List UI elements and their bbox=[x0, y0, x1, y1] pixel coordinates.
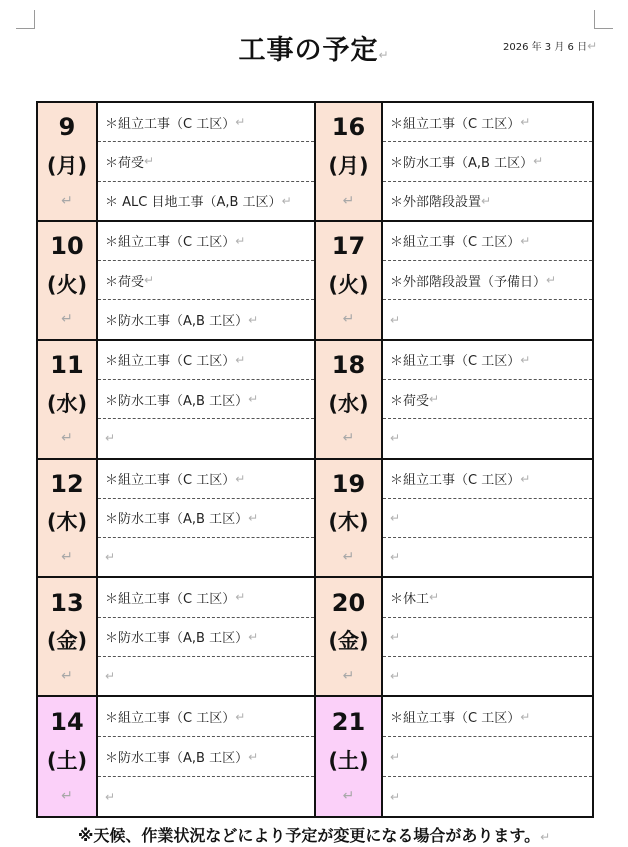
paragraph-mark-icon: ↵ bbox=[61, 192, 73, 209]
paragraph-mark-icon: ↵ bbox=[248, 510, 259, 525]
paragraph-mark-icon: ↵ bbox=[248, 312, 259, 327]
task-line[interactable] bbox=[383, 697, 592, 737]
paragraph-mark-icon: ↵ bbox=[235, 233, 246, 248]
day-of-week: (水) bbox=[328, 391, 369, 416]
day-cell-left bbox=[38, 697, 98, 816]
day-cell-left bbox=[38, 341, 98, 460]
task-line[interactable] bbox=[98, 460, 314, 499]
paragraph-mark-icon: ↵ bbox=[481, 193, 492, 208]
task-text: ＊休工 bbox=[390, 591, 430, 607]
day-of-week: (水) bbox=[46, 391, 88, 416]
paragraph-mark-icon: ↵ bbox=[61, 549, 73, 566]
day-of-week: (月) bbox=[328, 153, 369, 178]
paragraph-mark-icon: ↵ bbox=[235, 471, 246, 486]
day-cell-right bbox=[316, 341, 383, 460]
paragraph-mark-icon: ↵ bbox=[429, 590, 440, 605]
task-line[interactable] bbox=[98, 578, 314, 617]
task-line[interactable] bbox=[98, 419, 314, 457]
task-text: ＊防水工事（A,B 工区） bbox=[105, 512, 249, 528]
task-text: ＊組立工事（C 工区） bbox=[105, 591, 236, 607]
paragraph-mark-icon: ↵ bbox=[520, 115, 531, 130]
task-text: ＊組立工事（C 工区） bbox=[390, 116, 521, 132]
footer-note-text: ※天候、作業状況などにより予定が変更になる場合があります。 bbox=[77, 826, 541, 845]
task-line[interactable] bbox=[383, 380, 592, 419]
paragraph-mark-icon: ↵ bbox=[61, 311, 73, 328]
task-line[interactable] bbox=[98, 657, 314, 695]
day-number: 14 bbox=[50, 707, 84, 736]
task-line[interactable] bbox=[383, 578, 592, 617]
task-line[interactable] bbox=[383, 182, 592, 220]
task-text: ＊組立工事（C 工区） bbox=[390, 473, 521, 489]
day-number: 16 bbox=[331, 113, 366, 142]
paragraph-mark-icon: ↵ bbox=[587, 39, 598, 53]
task-text: ＊荷受 bbox=[105, 274, 145, 290]
task-text: ＊外部階段設置 bbox=[390, 195, 482, 211]
day-number: 9 bbox=[58, 113, 76, 142]
task-text: ＊防水工事（A,B 工区） bbox=[105, 631, 249, 647]
paragraph-mark-icon: ↵ bbox=[144, 273, 155, 288]
day-cell-right bbox=[316, 578, 383, 697]
day-cell-right bbox=[316, 103, 383, 222]
task-line[interactable] bbox=[383, 538, 592, 576]
paragraph-mark-icon: ↵ bbox=[235, 590, 246, 605]
task-text: ＊組立工事（C 工区） bbox=[390, 235, 521, 251]
task-text: ＊防水工事（A,B 工区） bbox=[390, 155, 534, 171]
paragraph-mark-icon: ↵ bbox=[342, 667, 355, 684]
paragraph-mark-icon: ↵ bbox=[105, 669, 116, 684]
task-line[interactable] bbox=[383, 142, 592, 181]
task-line[interactable] bbox=[383, 300, 592, 338]
paragraph-mark-icon: ↵ bbox=[390, 669, 401, 684]
paragraph-mark-icon: ↵ bbox=[378, 48, 390, 62]
paragraph-mark-icon: ↵ bbox=[520, 471, 531, 486]
task-list-left bbox=[98, 103, 316, 222]
paragraph-mark-icon: ↵ bbox=[342, 549, 355, 566]
day-of-week: (火) bbox=[46, 272, 88, 297]
task-line[interactable] bbox=[383, 261, 592, 300]
paragraph-mark-icon: ↵ bbox=[540, 830, 551, 844]
task-list-right bbox=[383, 578, 592, 697]
task-line[interactable] bbox=[98, 618, 314, 657]
task-list-left bbox=[98, 341, 316, 460]
day-number: 11 bbox=[50, 350, 84, 379]
task-line[interactable] bbox=[383, 777, 592, 816]
paragraph-mark-icon: ↵ bbox=[390, 550, 401, 565]
paragraph-mark-icon: ↵ bbox=[235, 709, 246, 724]
paragraph-mark-icon: ↵ bbox=[342, 311, 355, 328]
task-line[interactable] bbox=[383, 341, 592, 380]
task-line[interactable] bbox=[98, 538, 314, 576]
crop-mark-top-right bbox=[594, 10, 613, 29]
task-line[interactable] bbox=[98, 777, 314, 816]
day-cell-right bbox=[316, 222, 383, 341]
task-text: ＊組立工事（C 工区） bbox=[390, 711, 521, 727]
paragraph-mark-icon: ↵ bbox=[390, 749, 401, 764]
task-line[interactable] bbox=[98, 341, 314, 380]
task-text: ＊荷受 bbox=[390, 393, 430, 409]
footer-note bbox=[0, 823, 628, 846]
day-number: 20 bbox=[331, 588, 366, 617]
task-line[interactable] bbox=[383, 419, 592, 457]
day-of-week: (金) bbox=[328, 629, 369, 654]
task-text: ＊組立工事（C 工区） bbox=[390, 354, 521, 370]
paragraph-mark-icon: ↵ bbox=[533, 154, 544, 169]
task-line[interactable] bbox=[98, 261, 314, 300]
task-list-left bbox=[98, 578, 316, 697]
day-number: 10 bbox=[50, 232, 84, 261]
task-line[interactable] bbox=[98, 142, 314, 181]
day-number: 19 bbox=[331, 469, 366, 498]
day-cell-right bbox=[316, 460, 383, 579]
day-number: 21 bbox=[331, 707, 366, 736]
paragraph-mark-icon: ↵ bbox=[520, 233, 531, 248]
task-text: ＊ ALC 目地工事（A,B 工区） bbox=[105, 195, 282, 211]
day-cell-right bbox=[316, 697, 383, 816]
task-list-left bbox=[98, 697, 316, 816]
task-text: ＊防水工事（A,B 工区） bbox=[105, 314, 249, 330]
task-line[interactable] bbox=[383, 460, 592, 499]
day-number: 13 bbox=[50, 588, 84, 617]
task-line[interactable] bbox=[383, 737, 592, 777]
task-list-right bbox=[383, 697, 592, 816]
day-of-week: (木) bbox=[328, 510, 369, 535]
day-number: 12 bbox=[50, 469, 84, 498]
day-cell-left bbox=[38, 103, 98, 222]
task-text: ＊組立工事（C 工区） bbox=[105, 116, 236, 132]
day-cell-left bbox=[38, 460, 98, 579]
task-list-right bbox=[383, 103, 592, 222]
paragraph-mark-icon: ↵ bbox=[342, 192, 355, 209]
paragraph-mark-icon: ↵ bbox=[105, 431, 116, 446]
paragraph-mark-icon: ↵ bbox=[248, 392, 259, 407]
paragraph-mark-icon: ↵ bbox=[248, 749, 259, 764]
paragraph-mark-icon: ↵ bbox=[520, 709, 531, 724]
day-cell-left bbox=[38, 578, 98, 697]
document-date bbox=[503, 38, 597, 53]
day-cell-left bbox=[38, 222, 98, 341]
paragraph-mark-icon: ↵ bbox=[235, 115, 246, 130]
task-list-left bbox=[98, 222, 316, 341]
task-line[interactable] bbox=[98, 300, 314, 338]
task-line[interactable] bbox=[98, 103, 314, 142]
day-number: 18 bbox=[331, 350, 366, 379]
paragraph-mark-icon: ↵ bbox=[390, 789, 401, 804]
task-line[interactable] bbox=[98, 499, 314, 538]
schedule-table bbox=[36, 101, 594, 818]
task-list-right bbox=[383, 222, 592, 341]
task-text: ＊外部階段設置（予備日） bbox=[390, 274, 547, 290]
day-of-week: (火) bbox=[328, 272, 369, 297]
task-list-right bbox=[383, 460, 592, 579]
task-line[interactable] bbox=[98, 222, 314, 261]
task-line[interactable] bbox=[98, 380, 314, 419]
task-text: ＊防水工事（A,B 工区） bbox=[105, 751, 249, 767]
task-text: ＊組立工事（C 工区） bbox=[105, 235, 236, 251]
paragraph-mark-icon: ↵ bbox=[546, 273, 557, 288]
paragraph-mark-icon: ↵ bbox=[390, 431, 401, 446]
paragraph-mark-icon: ↵ bbox=[61, 667, 73, 684]
paragraph-mark-icon: ↵ bbox=[520, 352, 531, 367]
paragraph-mark-icon: ↵ bbox=[144, 154, 155, 169]
task-line[interactable] bbox=[98, 697, 314, 737]
task-line[interactable] bbox=[383, 222, 592, 261]
task-text: ＊組立工事（C 工区） bbox=[105, 711, 236, 727]
paragraph-mark-icon: ↵ bbox=[235, 352, 246, 367]
task-line[interactable] bbox=[383, 499, 592, 538]
page-title-text: 工事の予定 bbox=[238, 35, 379, 66]
task-list-left bbox=[98, 460, 316, 579]
task-text: ＊組立工事（C 工区） bbox=[105, 473, 236, 489]
day-of-week: (土) bbox=[328, 749, 369, 774]
paragraph-mark-icon: ↵ bbox=[390, 629, 401, 644]
task-text: ＊組立工事（C 工区） bbox=[105, 354, 236, 370]
paragraph-mark-icon: ↵ bbox=[281, 193, 292, 208]
task-line[interactable] bbox=[383, 618, 592, 657]
day-number: 17 bbox=[331, 232, 366, 261]
paragraph-mark-icon: ↵ bbox=[342, 788, 355, 805]
day-of-week: (木) bbox=[46, 510, 88, 535]
task-line[interactable] bbox=[98, 737, 314, 777]
task-list-right bbox=[383, 341, 592, 460]
day-of-week: (月) bbox=[46, 153, 88, 178]
paragraph-mark-icon: ↵ bbox=[429, 392, 440, 407]
task-text: ＊荷受 bbox=[105, 155, 145, 171]
day-of-week: (土) bbox=[46, 749, 88, 774]
task-line[interactable] bbox=[383, 103, 592, 142]
paragraph-mark-icon: ↵ bbox=[390, 312, 401, 327]
crop-mark-top-left bbox=[16, 10, 35, 29]
task-text: ＊防水工事（A,B 工区） bbox=[105, 393, 249, 409]
paragraph-mark-icon: ↵ bbox=[342, 430, 355, 447]
paragraph-mark-icon: ↵ bbox=[390, 510, 401, 525]
task-line[interactable] bbox=[98, 182, 314, 220]
day-of-week: (金) bbox=[46, 629, 88, 654]
task-line[interactable] bbox=[383, 657, 592, 695]
paragraph-mark-icon: ↵ bbox=[61, 788, 73, 805]
paragraph-mark-icon: ↵ bbox=[61, 430, 73, 447]
paragraph-mark-icon: ↵ bbox=[105, 789, 116, 804]
paragraph-mark-icon: ↵ bbox=[105, 550, 116, 565]
document-date-text: 2026 年 3 月 6 日 bbox=[503, 42, 588, 53]
paragraph-mark-icon: ↵ bbox=[248, 629, 259, 644]
